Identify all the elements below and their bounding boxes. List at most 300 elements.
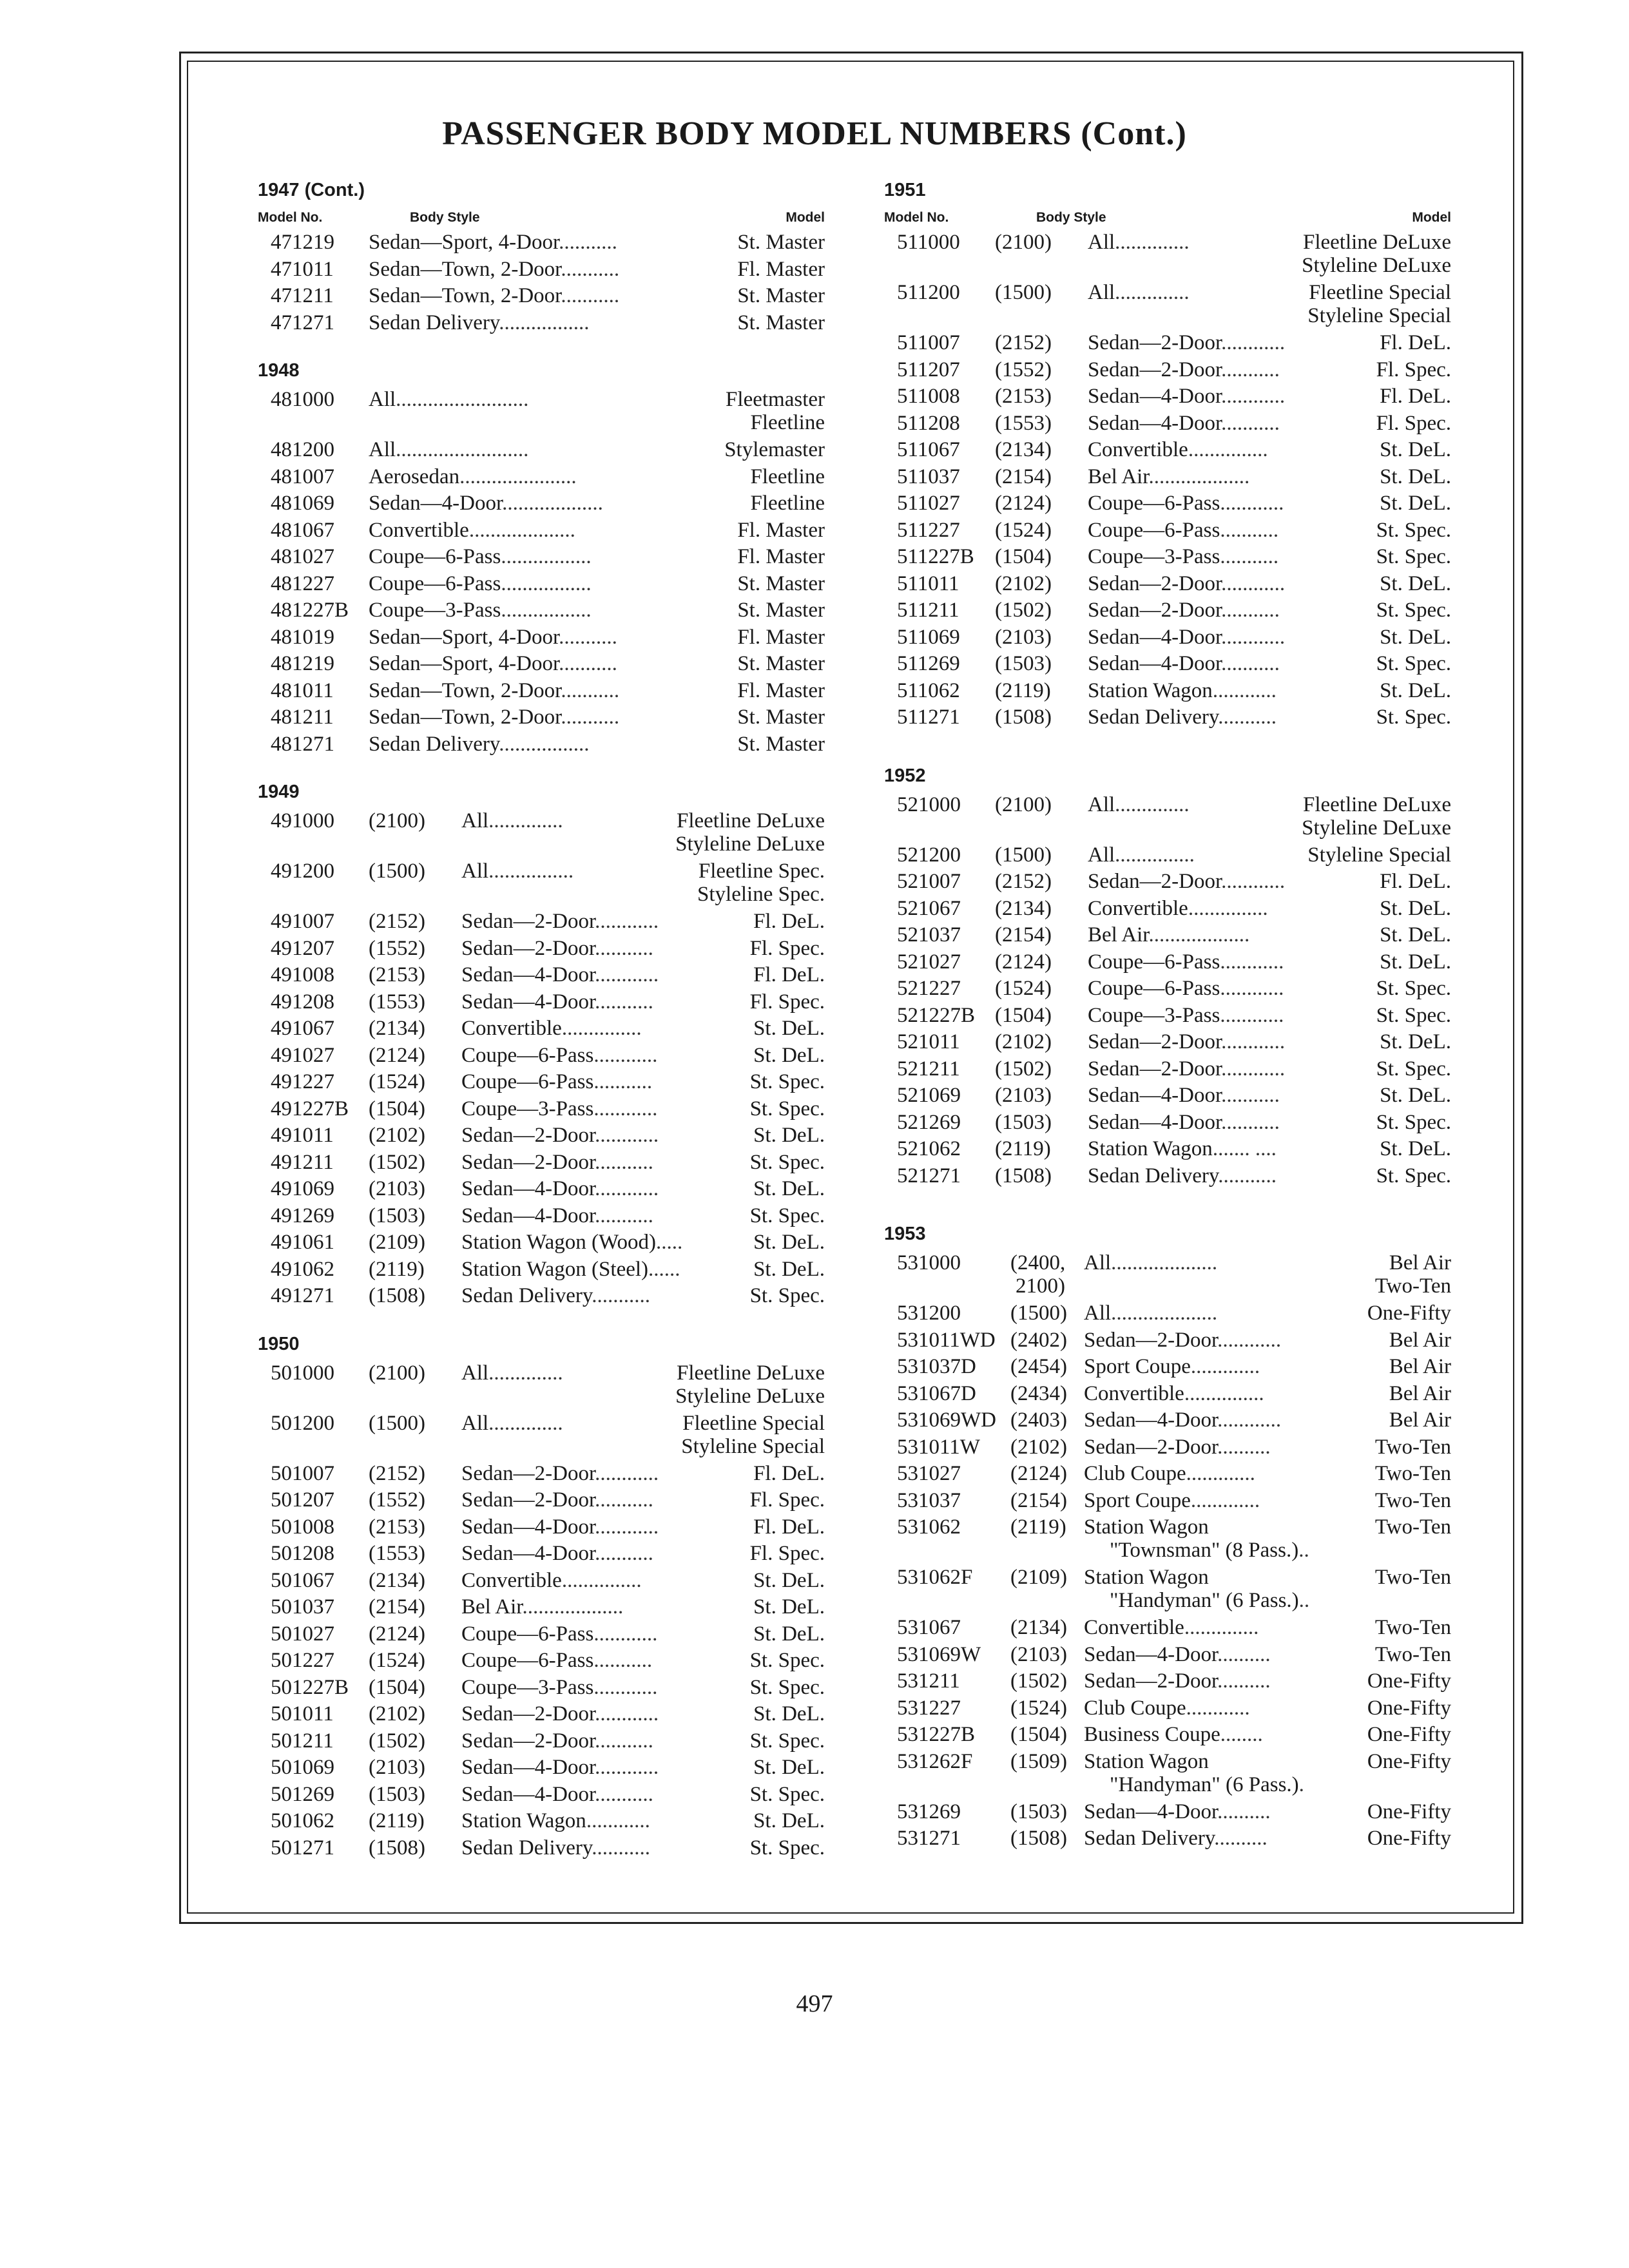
body-style: Convertible bbox=[1088, 438, 1188, 461]
body-style: Sedan—2-Door bbox=[1088, 358, 1222, 381]
body-code: (1508) bbox=[369, 1284, 425, 1307]
body-style-cell bbox=[1088, 280, 1190, 307]
model-name: Fleetmaster bbox=[726, 388, 825, 411]
model-name: St. DeL. bbox=[753, 1595, 825, 1619]
model-name: St. Spec. bbox=[749, 1675, 825, 1699]
table-row bbox=[258, 1782, 825, 1809]
table-row bbox=[258, 1514, 825, 1541]
model-number: 481211 bbox=[271, 706, 334, 729]
header-model-no: Model No. bbox=[258, 210, 323, 225]
model-name-line2: Styleline Special bbox=[1307, 304, 1451, 327]
leader-dots: .................... bbox=[468, 518, 575, 542]
body-style-line2: "Handyman" (6 Pass.) bbox=[1110, 1589, 1299, 1612]
leader-dots: ................. bbox=[501, 572, 592, 595]
model-name: St. DeL. bbox=[1380, 678, 1451, 702]
body-style: Sedan—4-Door bbox=[461, 1782, 595, 1806]
header-model: Model bbox=[1412, 210, 1451, 225]
body-style: Sedan—2-Door bbox=[1088, 1057, 1222, 1081]
body-code: (2119) bbox=[369, 1809, 425, 1832]
column-headers bbox=[258, 206, 825, 229]
model-number: 501271 bbox=[271, 1836, 334, 1860]
body-code: (2119) bbox=[995, 678, 1051, 702]
model-name: Fl. DeL. bbox=[753, 910, 825, 933]
leader-dots: ................. bbox=[499, 732, 590, 756]
body-style: Convertible bbox=[1088, 896, 1188, 920]
body-code: (2102) bbox=[369, 1702, 425, 1725]
leader-dots: ................. bbox=[501, 545, 592, 568]
body-code: (1508) bbox=[995, 1164, 1052, 1187]
model-name: Fl. Spec. bbox=[749, 936, 825, 960]
leader-dots: ................... bbox=[1148, 465, 1250, 488]
leader-dots: ........... bbox=[1221, 652, 1280, 675]
table-row bbox=[258, 651, 825, 678]
model-name: St. DeL. bbox=[1380, 1030, 1451, 1053]
body-style-line2-cell bbox=[1110, 1537, 1309, 1564]
body-code: (2134) bbox=[1010, 1616, 1067, 1639]
model-name: Stylemaster bbox=[724, 438, 825, 461]
model-number: 481067 bbox=[271, 518, 334, 542]
table-row bbox=[258, 544, 825, 571]
table-row bbox=[884, 1163, 1451, 1190]
model-number: 531262F bbox=[897, 1749, 973, 1773]
body-code: (2102) bbox=[369, 1124, 425, 1147]
section-1948 bbox=[258, 387, 825, 758]
table-row bbox=[258, 1728, 825, 1755]
table-row bbox=[258, 256, 825, 284]
model-number: 491271 bbox=[271, 1284, 334, 1307]
leader-dots: ............... bbox=[1188, 896, 1268, 920]
table-row bbox=[884, 383, 1451, 410]
body-style-cell bbox=[1088, 229, 1190, 256]
body-style-cell bbox=[369, 464, 577, 491]
model-name-line2: Fleetline bbox=[750, 411, 825, 434]
body-code: (2154) bbox=[995, 465, 1052, 488]
leader-dots: ............ bbox=[1220, 492, 1284, 515]
section-1947 bbox=[258, 229, 825, 336]
model-number: 491008 bbox=[271, 963, 334, 986]
body-style: Sedan—4-Door bbox=[369, 492, 503, 515]
table-row bbox=[884, 464, 1451, 491]
body-style-cell bbox=[1088, 869, 1285, 896]
model-name: St. DeL. bbox=[753, 1702, 825, 1725]
model-name: Fl. DeL. bbox=[1380, 385, 1451, 408]
table-row bbox=[884, 1825, 1451, 1852]
leader-dots: ........... bbox=[595, 990, 653, 1014]
body-style: Sedan—4-Door bbox=[1088, 1110, 1222, 1134]
right-column bbox=[884, 174, 1451, 1852]
leader-dots: .............. bbox=[488, 809, 563, 832]
model-name: Two-Ten bbox=[1374, 1515, 1451, 1539]
body-style-cell bbox=[1084, 1642, 1271, 1669]
column-headers bbox=[884, 206, 1451, 229]
body-style-cell bbox=[1084, 1250, 1217, 1277]
leader-dots: .......... bbox=[1217, 1800, 1271, 1823]
body-style: Sedan—4-Door bbox=[461, 1177, 595, 1200]
table-row bbox=[884, 1461, 1451, 1488]
body-style-cell bbox=[461, 1149, 653, 1177]
model-number: 511007 bbox=[897, 331, 960, 354]
model-name: St. Spec. bbox=[1376, 652, 1451, 675]
model-name: St. Spec. bbox=[749, 1649, 825, 1672]
table-row bbox=[258, 1069, 825, 1096]
model-number: 531011WD bbox=[897, 1328, 996, 1352]
body-code: (2102) bbox=[1010, 1435, 1067, 1459]
leader-dots: ............ bbox=[1221, 1057, 1286, 1081]
model-name: Fl. Master bbox=[737, 545, 825, 568]
body-style: All bbox=[461, 809, 489, 832]
model-number: 511207 bbox=[897, 358, 960, 381]
model-name: One-Fifty bbox=[1367, 1302, 1451, 1325]
model-number: 471211 bbox=[271, 284, 334, 307]
body-style-cell bbox=[1088, 437, 1268, 464]
body-style: All bbox=[461, 860, 489, 883]
body-code: (2153) bbox=[995, 385, 1052, 408]
model-number: 521037 bbox=[897, 923, 961, 947]
model-name: Fleetline Special bbox=[682, 1411, 825, 1435]
model-name: St. Spec. bbox=[1376, 545, 1451, 568]
leader-dots: ........... bbox=[595, 936, 653, 960]
model-name: St. DeL. bbox=[1380, 465, 1451, 488]
leader-dots: ............ bbox=[1217, 1408, 1282, 1432]
body-code: (2154) bbox=[995, 923, 1052, 947]
body-style: Sedan—2-Door bbox=[1088, 870, 1222, 893]
body-style: Coupe—6-Pass bbox=[1088, 492, 1220, 515]
model-name: St. Spec. bbox=[1376, 977, 1451, 1000]
model-name: Styleline Special bbox=[1307, 843, 1451, 867]
body-style-cell bbox=[1084, 1825, 1268, 1852]
model-name: Fl. Spec. bbox=[1376, 411, 1451, 435]
table-row bbox=[258, 1541, 825, 1568]
body-style: Coupe—6-Pass bbox=[461, 1043, 594, 1067]
leader-dots: ............ bbox=[595, 910, 659, 933]
body-style-cell bbox=[1088, 410, 1280, 437]
table-row bbox=[884, 1300, 1451, 1327]
table-row bbox=[884, 1695, 1451, 1722]
table-row bbox=[258, 310, 825, 337]
leader-dots: ......................... bbox=[396, 438, 529, 461]
body-code: (2154) bbox=[369, 1595, 425, 1619]
body-style-cell bbox=[1088, 1163, 1277, 1190]
header-body-style: Body Style bbox=[410, 210, 480, 225]
table-row bbox=[884, 1354, 1451, 1381]
leader-dots: ............. bbox=[1190, 1355, 1260, 1378]
table-row bbox=[884, 229, 1451, 280]
model-number: 521067 bbox=[897, 896, 961, 920]
table-row bbox=[884, 1003, 1451, 1030]
table-row bbox=[258, 731, 825, 758]
body-style: Coupe—6-Pass bbox=[1088, 950, 1220, 974]
model-number: 511069 bbox=[897, 625, 960, 649]
leader-dots: ............ bbox=[586, 1809, 650, 1832]
leader-dots: ........... bbox=[595, 1729, 653, 1753]
model-number: 501067 bbox=[271, 1568, 334, 1592]
model-number: 501000 bbox=[271, 1361, 334, 1385]
body-style-cell bbox=[1084, 1722, 1263, 1749]
model-number: 501208 bbox=[271, 1542, 334, 1565]
header-model: Model bbox=[786, 210, 825, 225]
body-style-cell bbox=[1084, 1695, 1250, 1722]
leader-dots: ................... bbox=[522, 1595, 624, 1619]
leader-dots: ............... bbox=[1115, 843, 1195, 867]
model-number: 491227B bbox=[271, 1097, 349, 1120]
body-code: (1504) bbox=[369, 1097, 425, 1120]
model-number: 531067 bbox=[897, 1616, 961, 1639]
table-row bbox=[884, 517, 1451, 544]
body-code: (1524) bbox=[995, 977, 1052, 1000]
body-code: (1504) bbox=[995, 1003, 1052, 1027]
model-name: Bel Air bbox=[1389, 1381, 1451, 1405]
section-1953 bbox=[884, 1250, 1451, 1852]
model-number: 511227 bbox=[897, 518, 960, 542]
section-1952 bbox=[884, 792, 1451, 1190]
table-row bbox=[258, 1203, 825, 1230]
body-style: Sedan—4-Door bbox=[1084, 1642, 1218, 1666]
model-name-line2: Styleline Special bbox=[681, 1434, 825, 1458]
table-row bbox=[884, 1082, 1451, 1110]
model-number: 531067D bbox=[897, 1381, 976, 1405]
model-name: Fl. DeL. bbox=[753, 1515, 825, 1539]
body-style: All bbox=[1084, 1302, 1112, 1325]
leader-dots: ............ bbox=[593, 1097, 658, 1120]
table-row bbox=[258, 1096, 825, 1123]
table-row bbox=[258, 989, 825, 1016]
body-style: Bel Air bbox=[461, 1595, 523, 1619]
model-name: Two-Ten bbox=[1374, 1435, 1451, 1459]
body-code: (1502) bbox=[369, 1150, 425, 1174]
table-row bbox=[258, 229, 825, 256]
body-code: (1500) bbox=[1010, 1302, 1067, 1325]
model-number: 531000 bbox=[897, 1251, 961, 1274]
body-style-cell bbox=[1084, 1461, 1255, 1488]
body-style-cell bbox=[369, 229, 617, 256]
body-code: (2103) bbox=[995, 625, 1052, 649]
body-style: Coupe—6-Pass bbox=[461, 1649, 594, 1672]
body-style-line2: "Townsman" (8 Pass.) bbox=[1110, 1539, 1299, 1562]
body-style-cell bbox=[1088, 1136, 1277, 1163]
body-style: Sedan—4-Door bbox=[461, 1515, 595, 1539]
model-name-line2: Styleline DeLuxe bbox=[1302, 816, 1451, 840]
model-number: 511011 bbox=[897, 572, 959, 595]
page-number: 497 bbox=[796, 1990, 833, 2017]
body-style: Sedan—2-Door bbox=[1088, 599, 1222, 622]
model-name: One-Fifty bbox=[1367, 1800, 1451, 1823]
model-number: 471271 bbox=[271, 311, 334, 334]
model-number: 501269 bbox=[271, 1782, 334, 1806]
leader-dots: ........... bbox=[595, 1204, 653, 1227]
model-name: One-Fifty bbox=[1367, 1827, 1451, 1850]
body-style-cell bbox=[461, 1835, 650, 1862]
model-number: 521000 bbox=[897, 793, 961, 816]
body-code: (1552) bbox=[369, 1488, 425, 1512]
table-row bbox=[258, 1701, 825, 1728]
model-name: St. Master bbox=[737, 599, 825, 622]
model-name: St. Spec. bbox=[749, 1284, 825, 1307]
model-name-line2: Two-Ten bbox=[1374, 1274, 1451, 1298]
model-name: St. Spec. bbox=[1376, 1164, 1451, 1187]
body-style-cell bbox=[461, 1069, 652, 1096]
model-name: Fleetline bbox=[750, 465, 825, 488]
body-style-cell bbox=[369, 731, 589, 758]
body-style-cell bbox=[461, 1487, 653, 1514]
body-code: (1502) bbox=[995, 599, 1052, 622]
model-name: St. Master bbox=[737, 706, 825, 729]
body-style-cell bbox=[1088, 330, 1285, 357]
table-row bbox=[258, 1229, 825, 1256]
body-code: (1502) bbox=[995, 1057, 1052, 1081]
model-name: Two-Ten bbox=[1374, 1488, 1451, 1512]
table-row bbox=[258, 490, 825, 517]
model-name-line2: Styleline DeLuxe bbox=[1302, 254, 1451, 277]
leader-dots: ............. bbox=[1190, 1488, 1260, 1512]
body-style: Coupe—3-Pass bbox=[1088, 1003, 1220, 1027]
body-code: (1503) bbox=[1010, 1800, 1067, 1823]
leader-dots: .................... bbox=[1111, 1251, 1218, 1274]
year-heading-1948: 1948 bbox=[258, 360, 300, 381]
model-name: St. DeL. bbox=[753, 1622, 825, 1646]
body-style-cell bbox=[1084, 1354, 1260, 1381]
body-code: (1503) bbox=[995, 1110, 1052, 1134]
leader-dots: ........... bbox=[592, 1836, 650, 1860]
model-name: Fleetline DeLuxe bbox=[676, 809, 825, 832]
body-style: Sedan—2-Door bbox=[461, 1124, 595, 1147]
body-style: Coupe—6-Pass bbox=[1088, 977, 1220, 1000]
body-style: All bbox=[369, 388, 396, 411]
body-style-cell bbox=[461, 1648, 652, 1675]
body-style: All bbox=[461, 1361, 489, 1385]
table-row bbox=[258, 1410, 825, 1461]
section-1950 bbox=[258, 1360, 825, 1862]
table-row bbox=[258, 1648, 825, 1675]
leader-dots: ............ bbox=[1221, 1030, 1286, 1053]
leader-dots: .............. bbox=[488, 1411, 563, 1435]
model-name: Fl. DeL. bbox=[753, 963, 825, 986]
body-code: (1508) bbox=[369, 1836, 425, 1860]
body-style-cell bbox=[1088, 842, 1195, 869]
body-style-cell bbox=[1084, 1615, 1258, 1642]
body-style-cell bbox=[461, 1675, 657, 1702]
body-style-cell bbox=[369, 517, 575, 544]
leader-dots: ........... bbox=[595, 1542, 653, 1565]
body-code: (2134) bbox=[369, 1017, 425, 1040]
body-code: (1509) bbox=[1010, 1749, 1067, 1773]
body-style-cell bbox=[461, 1461, 659, 1488]
leader-dots: ............ bbox=[593, 1043, 658, 1067]
model-number: 491211 bbox=[271, 1150, 334, 1174]
body-style: Sedan—2-Door bbox=[1084, 1435, 1218, 1459]
leader-dots: ........... bbox=[1221, 1084, 1280, 1107]
model-number: 491269 bbox=[271, 1204, 334, 1227]
table-row bbox=[884, 1799, 1451, 1826]
body-style: Business Coupe bbox=[1084, 1723, 1220, 1746]
model-number: 521227B bbox=[897, 1003, 976, 1027]
model-number: 501027 bbox=[271, 1622, 334, 1646]
model-number: 521271 bbox=[897, 1164, 961, 1187]
model-name: St. DeL. bbox=[1380, 625, 1451, 649]
model-name: St. DeL. bbox=[753, 1231, 825, 1254]
body-style-cell bbox=[1088, 1082, 1280, 1110]
leader-dots: ........... bbox=[1220, 545, 1279, 568]
body-style-cell bbox=[369, 651, 617, 678]
table-row bbox=[258, 571, 825, 598]
model-name: St. DeL. bbox=[753, 1017, 825, 1040]
body-style-cell bbox=[369, 490, 603, 517]
model-number: 531069WD bbox=[897, 1408, 996, 1432]
body-style-cell bbox=[369, 571, 592, 598]
table-row bbox=[884, 571, 1451, 598]
body-style: Sedan Delivery bbox=[369, 311, 499, 334]
body-code: (2124) bbox=[995, 492, 1052, 515]
body-style-cell bbox=[1088, 896, 1268, 923]
body-style: Sedan Delivery bbox=[1088, 1164, 1219, 1187]
body-code: (2103) bbox=[1010, 1642, 1067, 1666]
body-style-cell bbox=[369, 437, 528, 464]
model-name: St. Spec. bbox=[749, 1070, 825, 1093]
table-row bbox=[884, 869, 1451, 896]
model-name: St. Spec. bbox=[749, 1782, 825, 1806]
leader-dots: ........... bbox=[592, 1284, 650, 1307]
year-heading-1947: 1947 (Cont.) bbox=[258, 180, 365, 200]
body-style: Bel Air bbox=[1088, 465, 1149, 488]
body-style: Bel Air bbox=[1088, 923, 1149, 947]
body-style: All bbox=[1088, 231, 1115, 254]
model-number: 521069 bbox=[897, 1084, 961, 1107]
body-style-cell bbox=[461, 1808, 650, 1835]
leader-dots: ........... bbox=[1221, 599, 1280, 622]
model-number: 501200 bbox=[271, 1411, 334, 1435]
model-number: 511067 bbox=[897, 438, 960, 461]
body-style-cell bbox=[1084, 1668, 1271, 1695]
body-code: (1502) bbox=[1010, 1669, 1067, 1693]
table-row bbox=[258, 1621, 825, 1648]
model-number: 501062 bbox=[271, 1809, 334, 1832]
model-name: St. Spec. bbox=[1376, 1110, 1451, 1134]
model-number: 481019 bbox=[271, 625, 334, 649]
leader-dots: ............ bbox=[1221, 572, 1286, 595]
model-name: St. DeL. bbox=[753, 1568, 825, 1592]
body-style: Sedan—2-Door bbox=[461, 910, 595, 933]
model-name: St. Master bbox=[737, 572, 825, 595]
body-style-cell bbox=[461, 1568, 642, 1595]
body-style: Station Wagon bbox=[1084, 1566, 1209, 1589]
body-style-cell bbox=[1088, 517, 1278, 544]
body-style: Coupe—6-Pass bbox=[369, 572, 501, 595]
body-code: (2103) bbox=[369, 1756, 425, 1779]
model-name: St. DeL. bbox=[1380, 1084, 1451, 1107]
table-row bbox=[884, 1564, 1451, 1615]
leader-dots: ........... bbox=[1221, 1110, 1280, 1134]
model-number: 511008 bbox=[897, 385, 960, 408]
body-code: (2402) bbox=[1010, 1328, 1067, 1352]
body-code: (2434) bbox=[1010, 1381, 1067, 1405]
body-style-cell bbox=[461, 1514, 659, 1541]
header-model-no: Model No. bbox=[884, 210, 949, 225]
model-number: 531062F bbox=[897, 1566, 973, 1589]
leader-dots: ............ bbox=[1220, 977, 1284, 1000]
model-number: 511208 bbox=[897, 411, 960, 435]
model-name: St. Spec. bbox=[749, 1204, 825, 1227]
body-style: Convertible bbox=[461, 1017, 562, 1040]
table-row bbox=[258, 387, 825, 437]
model-number: 521211 bbox=[897, 1057, 960, 1081]
leader-dots: ....... .... bbox=[1212, 1137, 1277, 1160]
body-style-cell bbox=[369, 283, 619, 310]
body-code: (1502) bbox=[369, 1729, 425, 1753]
leader-dots: .. bbox=[1298, 1589, 1310, 1612]
table-row bbox=[258, 437, 825, 464]
model-number: 491069 bbox=[271, 1177, 334, 1200]
body-style-cell bbox=[1088, 1003, 1284, 1030]
body-code-line2: 2100) bbox=[1016, 1274, 1065, 1298]
